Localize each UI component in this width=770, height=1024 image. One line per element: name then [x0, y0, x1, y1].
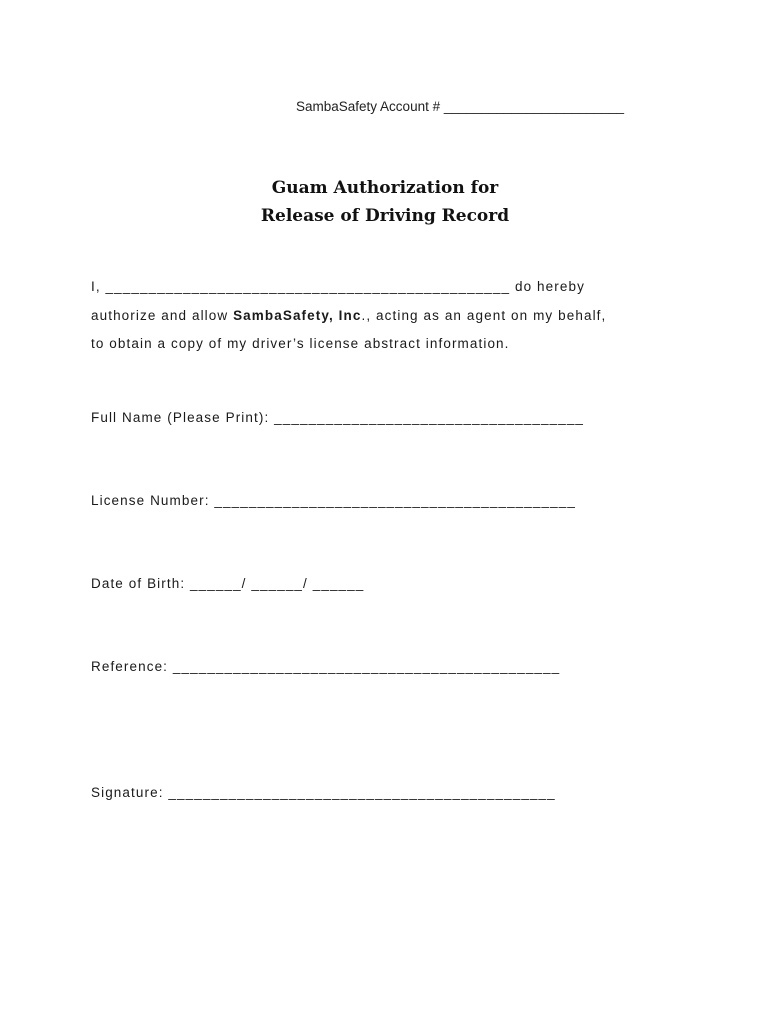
license-number-field: License Number: __________________________________________ — [91, 493, 576, 508]
authorization-prefix: authorize and allow — [91, 308, 234, 323]
signature-field: Signature: _____________________________________________ — [91, 785, 556, 800]
authorization-text-line-3: to obtain a copy of my driver’s license abstract information. — [91, 336, 510, 351]
document-title-line-1: Guam Authorization for — [271, 178, 499, 198]
authorization-suffix: ., acting as an agent on my behalf, — [361, 308, 607, 323]
document-title-line-2: Release of Driving Record — [260, 206, 510, 226]
company-name: SambaSafety, Inc — [233, 308, 362, 323]
authorization-text-line-1: I, _______________________________________________ do hereby — [91, 279, 585, 294]
full-name-field: Full Name (Please Print): ____________________________________ — [91, 410, 585, 425]
reference-field: Reference: _____________________________________________ — [91, 659, 561, 674]
authorization-text-line-2 — [91, 308, 606, 323]
account-number-line: SambaSafety Account # ________________________ — [296, 99, 625, 114]
date-of-birth-field: Date of Birth: ______/ ______/ ______ — [91, 576, 365, 591]
